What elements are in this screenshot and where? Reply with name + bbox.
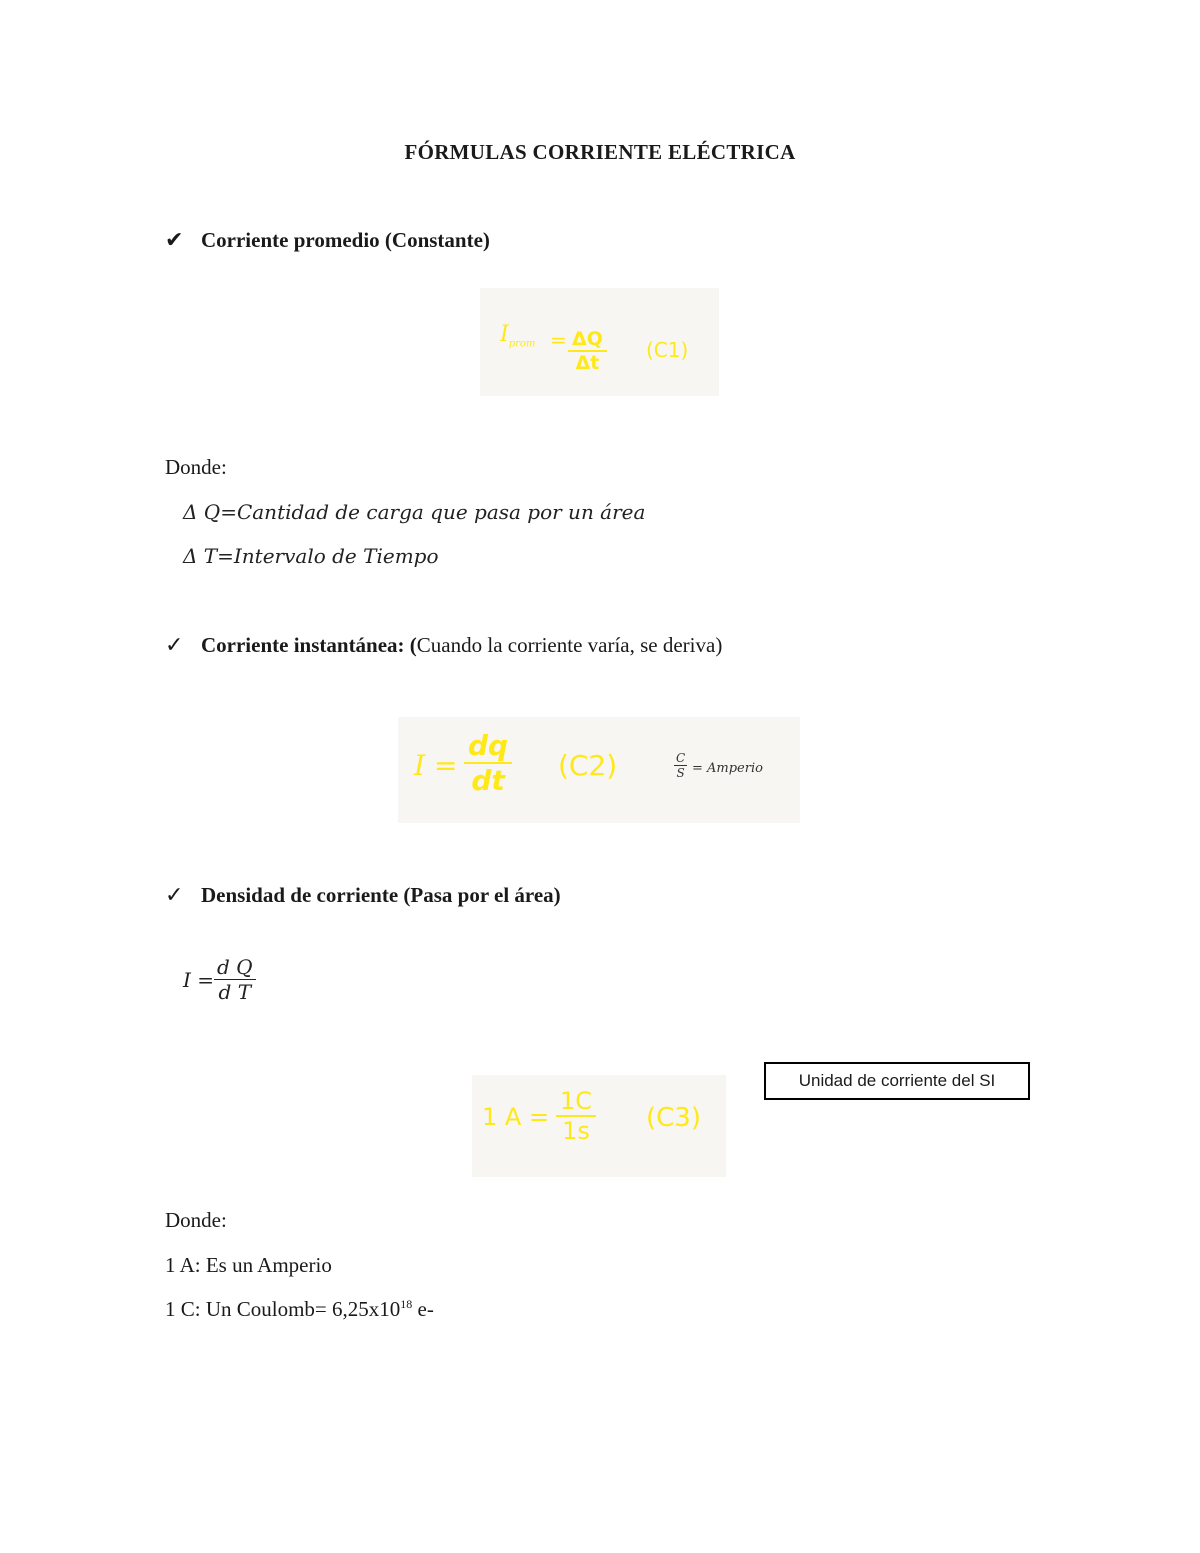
formula-c1-tag: (C1) <box>646 338 689 362</box>
section-heading-average-current <box>165 228 490 253</box>
formula-c2-tag: (C2) <box>558 749 618 782</box>
si-unit-note-box: Unidad de corriente del SI <box>764 1062 1030 1100</box>
donde-label: Donde: <box>165 455 227 479</box>
formula-c3-lhs: 1 A = <box>482 1103 550 1131</box>
formula-c3-tag: (C3) <box>646 1103 701 1133</box>
delta-t-definition: Δ T=Intervalo de Tiempo <box>183 544 439 568</box>
ampere-definition: 1 A: Es un Amperio <box>165 1253 332 1277</box>
coulomb-definition: 1 C: Un Coulomb= $6,25x10^{18}$ e- <box>165 1297 434 1321</box>
formula-c3-fraction: $\frac{1C}{1s}$ <box>556 1087 596 1145</box>
section-heading-note: Cuando la corriente varía, se deriva) <box>416 633 723 657</box>
formula-c2-fraction: $\frac{dq}{dt}$ <box>464 729 512 797</box>
density-formula-fraction: $\frac{\text{d Q}}{\text{d T}}$ <box>214 955 256 1004</box>
section-heading-current-density <box>165 883 561 908</box>
section-heading-text: Corriente instantánea: ( <box>201 633 417 657</box>
formula-c1-image <box>480 288 719 396</box>
donde-label: Donde: <box>165 1208 227 1232</box>
formula-c3-image <box>472 1075 726 1177</box>
section-heading-text: Densidad de corriente (Pasa por el área) <box>201 883 561 907</box>
unit-rhs: = Amperio <box>692 761 763 776</box>
checkmark-icon: ✓ <box>165 883 184 908</box>
density-formula-lhs: I = <box>183 968 215 992</box>
unit-fraction: $\frac{C}{S}$ <box>676 751 686 780</box>
formula-c2-lhs: I = <box>414 749 458 782</box>
formula-c1-fraction: $\frac{\Delta Q}{\Delta t}$ <box>568 328 607 374</box>
section-heading-text: Corriente promedio (Constante) <box>201 228 490 252</box>
formula-c2-image <box>398 717 800 823</box>
formula-c1-lhs: $I_{prom}$ <box>500 322 536 350</box>
checkmark-icon: ✓ <box>165 633 184 658</box>
equals-sign: = <box>550 328 567 352</box>
section-heading-instant-current <box>165 633 722 658</box>
checkmark-icon: ✔ <box>165 228 184 253</box>
delta-q-definition: Δ Q=Cantidad de carga que pasa por un área <box>183 500 646 524</box>
page-title: FÓRMULAS CORRIENTE ELÉCTRICA <box>404 140 796 164</box>
